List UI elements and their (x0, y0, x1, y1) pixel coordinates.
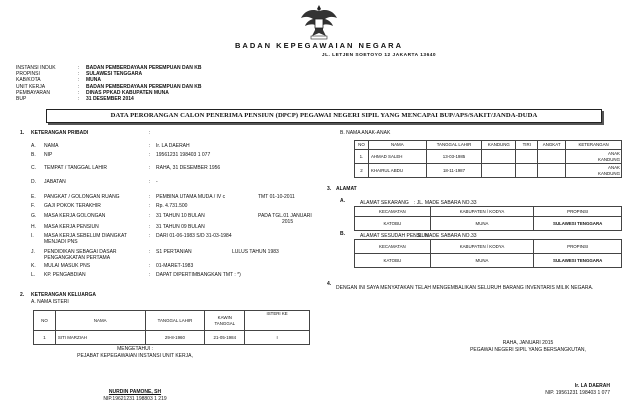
instansi-colon: : (78, 65, 80, 71)
addr-after-kab: MUNA (430, 254, 534, 268)
child-ket-line1: ANAK (608, 165, 620, 171)
item-colon: : (149, 152, 151, 158)
addr-after-header-prov: PROPINSI (534, 240, 622, 254)
instansi-value: BADAN PEMBERDAYAAN PEREMPUAN DAN KB (86, 65, 202, 71)
sign-right-line1: RAHA, JANUARI 2015 (502, 340, 554, 346)
instansi-colon: : (78, 77, 80, 84)
item-extra: LULUS TAHUN 1983 (232, 249, 279, 255)
item-extra: TMT 01-10-2011 (258, 194, 295, 200)
item-letter: K. (31, 263, 36, 269)
item-value: 01-MARET-1983 (156, 263, 194, 269)
item-letter: I. (31, 233, 34, 239)
item-value: S1 PERTANIAN (156, 249, 192, 255)
addr-after-kec: KATOBU (355, 254, 431, 268)
item-extra2: 2015 (282, 219, 294, 225)
children-header-ket: KETERANGAN (566, 141, 622, 150)
item-letter: D. (31, 179, 36, 185)
item-label: MASA KERJA SEBELUM DIANGKAT (44, 233, 127, 239)
child-ket-line1: ANAK (608, 151, 620, 157)
table-row (355, 254, 622, 268)
section3-number: 3. (327, 186, 332, 192)
item-label: PENDIDIKAN SEBAGAI DASAR (44, 249, 117, 255)
spouse-birthdate: 29-8-1960 (145, 331, 205, 345)
children-table (354, 140, 622, 178)
item-label: MASA KERJA GOLONGAN (44, 213, 106, 219)
item-letter: H. (31, 224, 36, 230)
section2-subtitle: A. NAMA ISTERI (31, 299, 69, 305)
address-a-title: ALAMAT SEKARANG (360, 200, 409, 206)
item-label: KP. PENGABDIAN (44, 272, 86, 278)
section1-colon: : (149, 130, 151, 136)
spouse-table (33, 310, 310, 345)
table-row (34, 331, 310, 345)
child-angkat (538, 164, 566, 178)
section1-number: 1. (20, 130, 25, 136)
spouse-header-kawin-date: TANGGAL (214, 320, 236, 326)
item-value: 19561231 198403 1 077 (156, 152, 211, 158)
item-letter: A. (31, 143, 36, 149)
child-kandung (482, 150, 516, 164)
children-header-nama: NAMA (368, 141, 426, 150)
section4-text: DENGAN INI SAYA MENYATAKAN TELAH MENGEMBALIKAN SELURUH BARANG INVENTARIS MILIK NEGARA. (336, 285, 594, 291)
address-a-value: : JL. MADE SABARA NO.33 (414, 200, 477, 206)
agency-title: BADAN KEPEGAWAIAN NEGARA (234, 41, 403, 50)
item-label: JABATAN (44, 179, 66, 185)
item-colon: : (149, 263, 151, 269)
sign-right-line2: PEGAWAI NEGERI SIPIL YANG BERSANGKUTAN, (470, 347, 586, 353)
address-b-label: B. (340, 231, 345, 237)
instansi-colon: : (78, 71, 80, 78)
agency-address: JL. LETJEN SOETOYO 12 JAKARTA 13640 (321, 53, 437, 58)
item-label: TEMPAT / TANGGAL LAHIR (44, 165, 107, 171)
child-birthdate: 18-11-1987 (426, 164, 482, 178)
item-letter: E. (31, 194, 36, 200)
spouse-header-nama: NAMA (55, 311, 145, 331)
item-colon: : (149, 213, 151, 219)
spouse-order: I (245, 331, 310, 345)
addr-now-header-kab: KABUPATEN / KODYA (430, 207, 534, 217)
instansi-label: PROPINSI (16, 71, 40, 78)
children-header-kandung: KANDUNG (482, 141, 516, 150)
sign-left-line2: PEJABAT KEPEGAWAIAN INSTANSI UNIT KERJA, (77, 353, 193, 359)
sign-left-line1: MENGETAHUI : (117, 346, 153, 352)
sign-right-name: Ir. LA DAERAH (574, 383, 610, 389)
instansi-label: INSTANSI INDUK (16, 65, 56, 71)
item-colon: : (149, 194, 151, 200)
item-value: PEMBINA UTAMA MUDA / IV c (156, 194, 226, 200)
instansi-value: SULAWESI TENGGARA (86, 71, 143, 78)
child-name: AHMAD SALEH (368, 150, 426, 164)
item-label: PANGKAT / GOLONGAN RUANG (44, 194, 120, 200)
section4-number: 4. (327, 281, 332, 287)
instansi-value: 31 DESEMBER 2014 (86, 96, 134, 102)
item-colon: : (149, 203, 151, 209)
item-value: 31 TAHUN 10 BULAN (156, 213, 205, 219)
spouse-header-ke: ISTERI KE (245, 311, 310, 331)
spouse-marriage-date: 21-05-1984 (205, 331, 245, 345)
children-header-no: NO (355, 141, 369, 150)
section3-title: ALAMAT (336, 186, 357, 192)
spouse-header-kawin-label: KAWIN (217, 315, 232, 321)
address-b-title: ALAMAT SESUDAH PENSIUN (360, 233, 429, 239)
instansi-label: PEMBAYARAN (16, 89, 50, 96)
child-no: 1. (355, 150, 369, 164)
item-label-cont: PENGANGKATAN PERTAMA (44, 255, 111, 261)
sign-left-name: NURDIN PAMONE, SH (108, 389, 162, 395)
item-label: MULAI MASUK PNS (44, 263, 91, 269)
instansi-row (16, 97, 134, 103)
instansi-value: MUNA (86, 77, 101, 84)
child-ket (566, 150, 622, 164)
child-ket-line2: KANDUNG (598, 156, 620, 162)
sign-right-nip: NIP. 19561231 198403 1 077 (545, 390, 610, 396)
item-colon: : (149, 224, 151, 230)
section1-title: KETERANGAN PRIBADI (31, 130, 89, 136)
spouse-header-no: NO (34, 311, 56, 331)
children-title: B. NAMA ANAK-ANAK (340, 130, 391, 136)
addr-after-prov: SULAWESI TENGGARA (534, 254, 622, 268)
item-letter: B. (31, 152, 36, 158)
item-label: GAJI POKOK TERAKHIR (44, 203, 101, 209)
item-value: DARI 01-06-1983 S/D 31-03-1984 (156, 233, 232, 239)
addr-now-kec: KATOBU (355, 217, 431, 231)
child-tiri (516, 150, 538, 164)
item-value: DAPAT DIPERTIMBANGKAN TMT : *) (156, 272, 241, 278)
section2-number: 2. (20, 292, 25, 298)
item-letter: L. (31, 272, 36, 278)
spouse-header-kawin (205, 311, 245, 331)
address-b-value: : JL. MADE SABARA NO.33 (414, 233, 477, 239)
address-after-table (354, 239, 622, 268)
item-letter: G. (31, 213, 37, 219)
item-colon: : (149, 143, 151, 149)
section2-title: KETERANGAN KELUARGA (31, 292, 96, 298)
item-label: NIP (44, 152, 53, 158)
instansi-label: BUP (16, 96, 27, 102)
address-a-label: A. (340, 198, 345, 204)
addr-after-header-kec: KECAMATAN (355, 240, 431, 254)
item-label-cont: MENJADI PNS (44, 239, 78, 245)
item-colon: : (149, 165, 151, 171)
child-name: KHAIRUL ABDU (368, 164, 426, 178)
child-no: 2 (355, 164, 369, 178)
table-row (355, 164, 622, 178)
addr-now-prov: SULAWESI TENGGARA (534, 217, 622, 231)
item-colon: : (149, 179, 151, 185)
item-value: Ir. LA DAERAH (156, 143, 190, 149)
instansi-value: DINAS PPKAD KABUPATEN MUNA (86, 89, 169, 96)
instansi-colon: : (78, 83, 80, 90)
spouse-name: SITI MARZIAH (55, 331, 145, 345)
children-header-angkat: ANGKAT (538, 141, 566, 150)
instansi-colon: : (78, 96, 80, 102)
instansi-value: BADAN PEMBERDAYAAN PEREMPUAN DAN KB (86, 83, 202, 90)
item-value: RAHA, 31 DESEMBER 1956 (156, 165, 221, 171)
addr-after-header-kab: KABUPATEN / KODYA (430, 240, 534, 254)
item-label: NAMA (44, 143, 59, 149)
children-header-tgl: TANGGAL LAHIR (426, 141, 482, 150)
table-row (355, 150, 622, 164)
sign-left-nip: NIP.19621231 198803 1 219 (103, 396, 167, 402)
item-value: - (156, 179, 158, 185)
child-tiri (516, 164, 538, 178)
child-angkat (538, 150, 566, 164)
child-ket (566, 164, 622, 178)
table-row (355, 217, 622, 231)
addr-now-header-prov: PROPINSI (534, 207, 622, 217)
child-kandung (482, 164, 516, 178)
item-letter: J. (31, 249, 35, 255)
child-birthdate: 13-03-1985 (426, 150, 482, 164)
item-letter: F. (31, 203, 35, 209)
item-label: MASA KERJA PENSIUN (44, 224, 99, 230)
addr-now-kab: MUNA (430, 217, 534, 231)
form-banner: DATA PERORANGAN CALON PENERIMA PENSIUN (DPCP) PEGAWAI NEGERI SIPIL YANG MENCAPAI BUP/APS/SAKIT/JANDA-DUDA (46, 109, 602, 123)
item-extra: PADA TGL.01 JANUARI (258, 213, 312, 219)
instansi-colon: : (78, 89, 80, 96)
spouse-header-tgl: TANGGAL LAHIR (145, 311, 205, 331)
garuda-emblem-icon (300, 2, 338, 40)
instansi-label: KAB/KOTA (16, 77, 41, 84)
children-header-tiri: TIRI (516, 141, 538, 150)
item-colon: : (149, 233, 151, 239)
address-now-table (354, 206, 622, 231)
item-colon: : (149, 272, 151, 278)
instansi-label: UNIT KERJA (16, 83, 46, 90)
item-value: 31 TAHUN 09 BULAN (156, 224, 205, 230)
item-value: Rp. 4.731.500 (156, 203, 188, 209)
item-letter: C. (31, 165, 36, 171)
item-colon: : (149, 249, 151, 255)
addr-now-header-kec: KECAMATAN (355, 207, 431, 217)
spouse-no: 1 (34, 331, 56, 345)
child-ket-line2: KANDUNG (598, 170, 620, 176)
